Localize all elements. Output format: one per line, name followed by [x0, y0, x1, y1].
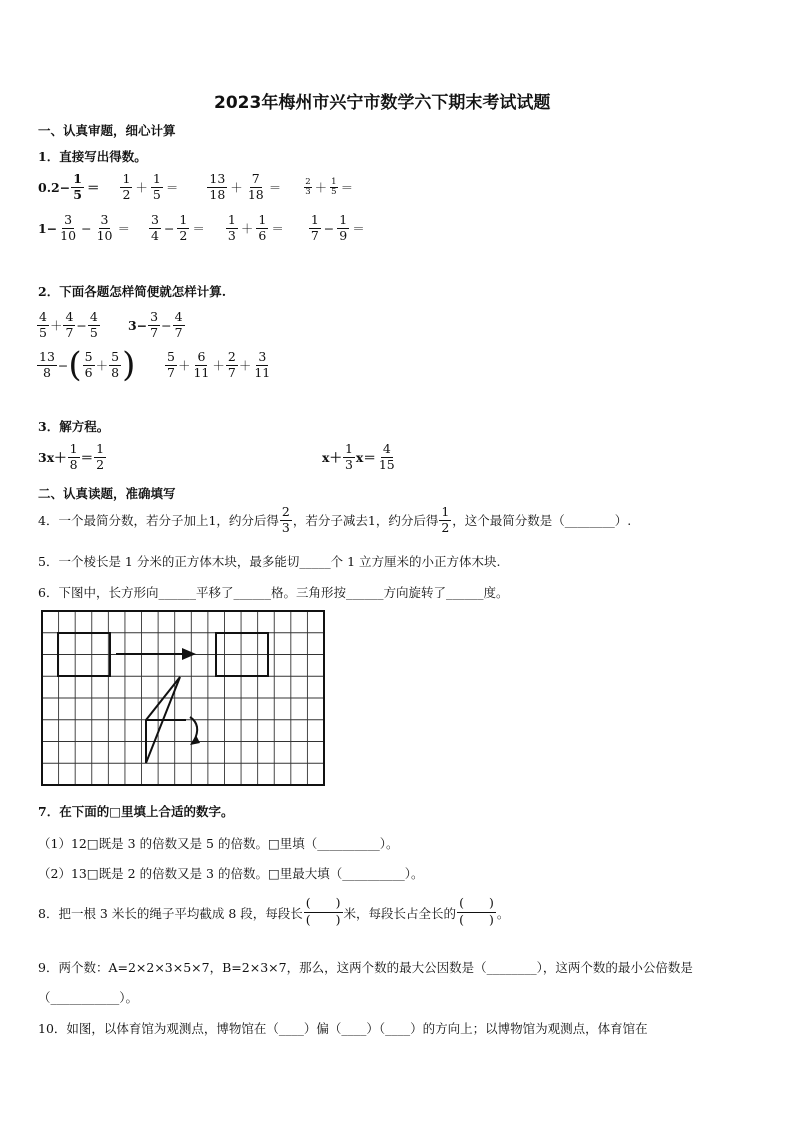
q2-expr-2	[128, 310, 186, 340]
numerator: 4	[382, 441, 391, 456]
denominator: 10	[60, 227, 77, 243]
denominator: 4	[150, 227, 159, 243]
fraction	[68, 442, 80, 472]
operator: ＋	[314, 180, 328, 195]
denominator: 6	[258, 227, 267, 243]
blank-denominator[interactable]	[304, 913, 343, 929]
q4	[38, 505, 631, 535]
q1-label: 1．直接写出得数。	[38, 149, 147, 164]
left-paren: (	[305, 895, 311, 910]
denominator: 7	[227, 364, 236, 380]
fraction	[343, 442, 355, 472]
fraction	[280, 505, 292, 535]
numerator: 1	[331, 177, 337, 187]
numerator: 4	[174, 309, 183, 324]
mid: x＝	[355, 450, 376, 465]
operator: −	[81, 220, 92, 236]
right-paren: )	[335, 912, 341, 927]
right-paren: )	[488, 895, 494, 910]
fraction	[439, 505, 451, 535]
fraction	[256, 213, 268, 243]
operator: ＋	[177, 358, 191, 373]
numerator: 1	[258, 212, 267, 227]
denominator: 5	[39, 324, 47, 340]
equals: ＝	[340, 180, 354, 195]
q2-expr-4	[164, 350, 273, 380]
fraction	[226, 213, 238, 243]
operator: ＋	[95, 358, 109, 373]
left-paren: (	[305, 912, 311, 927]
blank-numerator[interactable]	[457, 896, 496, 913]
numerator: 5	[167, 349, 175, 364]
q7-label: 7．在下面的□里填上合适的数字。	[38, 804, 234, 819]
numerator: 3	[150, 212, 159, 227]
grid-lines	[42, 611, 324, 785]
q1-row1	[38, 172, 355, 202]
fraction	[149, 213, 161, 243]
q4-text-c: ，这个最简分数是（________）.	[452, 513, 632, 528]
fraction	[120, 172, 132, 202]
numerator: 3	[258, 349, 267, 364]
denominator: 3	[344, 456, 353, 472]
denominator: 7	[150, 324, 159, 340]
q1-r1-c	[206, 172, 283, 202]
operator: ＋	[135, 180, 148, 195]
denominator: 5	[331, 186, 337, 197]
numerator: 1	[441, 504, 450, 519]
numerator: 1	[179, 212, 188, 227]
numerator: 1	[152, 171, 161, 186]
denominator: 8	[42, 364, 51, 380]
q1-r1-a	[38, 172, 101, 202]
denominator: 5	[73, 186, 82, 202]
equals: ＝	[271, 221, 284, 236]
fraction	[330, 178, 337, 196]
left-paren: (	[68, 345, 82, 385]
blank-numerator[interactable]	[304, 896, 343, 913]
arrow-head-icon	[182, 648, 196, 660]
numerator: 4	[39, 309, 47, 324]
numerator: 1	[227, 212, 236, 227]
left-paren: (	[459, 912, 464, 927]
fraction	[165, 350, 177, 380]
denominator: 3	[281, 519, 290, 535]
denominator: 3	[227, 227, 236, 243]
q3-equation-1	[38, 442, 107, 472]
q2-label: 2．下面各题怎样简便就怎样计算.	[38, 284, 227, 299]
right-paren: )	[488, 912, 494, 927]
denominator: 6	[84, 364, 93, 380]
denominator: 9	[339, 227, 348, 243]
fraction	[58, 213, 78, 243]
operator: −	[161, 317, 172, 333]
lead: 1−	[38, 220, 58, 236]
lead: 0.2−	[38, 179, 71, 195]
operator: ＋	[240, 221, 254, 236]
numerator: 1	[339, 212, 348, 227]
numerator: 5	[111, 349, 120, 364]
fraction	[37, 350, 57, 380]
page-title: 2023年梅州市兴宁市数学六下期末考试试题	[214, 93, 551, 113]
denominator: 11	[254, 364, 271, 380]
operator: ＋	[230, 180, 243, 195]
denominator: 5	[152, 186, 161, 202]
q10: 10．如图，以体育馆为观测点，博物馆在（____）偏（____）（____）的方向上；以博物馆为观测点，体育馆在	[38, 1021, 648, 1036]
fraction	[95, 213, 115, 243]
q1-r2-c	[225, 213, 286, 243]
q2-expr-3	[36, 345, 136, 385]
denominator: 2	[179, 227, 188, 243]
fraction	[309, 213, 321, 243]
blank-fraction-meters[interactable]	[304, 896, 343, 929]
fraction	[304, 178, 311, 196]
denominator: 7	[174, 324, 183, 340]
lead: 3x＋	[38, 450, 67, 465]
numerator: 7	[251, 171, 260, 186]
q2-expr-1	[36, 310, 101, 340]
q4-text-a: 4．一个最简分数，若分子加上1，约分后得	[38, 513, 279, 528]
denominator: 2	[96, 456, 105, 472]
denominator: 2	[441, 519, 450, 535]
equals: ＝	[352, 221, 365, 236]
numerator: 13	[39, 349, 55, 364]
numerator: 1	[310, 212, 319, 227]
equals: ＝	[268, 180, 282, 195]
q3-equation-2	[322, 442, 398, 472]
blank-denominator[interactable]	[457, 913, 496, 929]
q1-r2-a	[38, 213, 132, 243]
denominator: 18	[209, 186, 226, 202]
operator: −	[76, 317, 87, 333]
fraction	[226, 350, 238, 380]
denominator: 7	[167, 364, 175, 380]
fraction	[94, 442, 106, 472]
numerator: 4	[65, 309, 74, 324]
fraction	[191, 350, 211, 380]
numerator: 3	[100, 212, 109, 227]
q6-grid-figure	[40, 609, 326, 787]
denominator: 2	[122, 186, 131, 202]
fraction	[337, 213, 349, 243]
denominator: 7	[310, 227, 319, 243]
fraction	[109, 350, 121, 380]
numerator: 5	[84, 349, 93, 364]
equals: ＝	[165, 180, 179, 195]
q1-r1-b	[119, 172, 180, 202]
numerator: 2	[227, 349, 236, 364]
q7-part-1: （1）12□既是 3 的倍数又是 5 的倍数。□里填（__________）。	[38, 836, 399, 851]
equals: ＝	[80, 450, 94, 465]
operator: −	[163, 220, 175, 236]
q8	[38, 896, 509, 929]
q9-line-2: （___________）。	[38, 990, 139, 1005]
fraction	[71, 172, 84, 202]
numerator: 2	[305, 177, 311, 187]
fraction	[88, 310, 100, 340]
q1-r1-d	[303, 178, 355, 196]
q4-text-b: ，若分子减去1，约分后得	[292, 513, 439, 528]
denominator: 5	[89, 324, 98, 340]
denominator: 11	[193, 364, 210, 380]
denominator: 7	[65, 324, 74, 340]
right-paren: )	[122, 345, 136, 385]
fraction	[207, 172, 227, 202]
equals: ＝	[86, 180, 100, 195]
q8-text-a: 8．把一根 3 米长的绳子平均截成 8 段，每段长	[38, 905, 303, 921]
fraction	[63, 310, 75, 340]
blank-fraction-ratio[interactable]	[457, 896, 496, 929]
fraction	[151, 172, 163, 202]
numerator: 13	[209, 171, 226, 186]
equals: ＝	[192, 221, 205, 236]
denominator: 15	[378, 456, 395, 472]
fraction	[148, 310, 160, 340]
lead: x＋	[322, 450, 342, 465]
q1-r2-b	[148, 213, 207, 243]
operator: ＋	[238, 358, 252, 373]
lead: 3−	[128, 317, 148, 333]
numerator: 1	[73, 171, 82, 186]
numerator: 1	[69, 441, 78, 456]
q8-text-c: 。	[496, 905, 510, 921]
q8-text-b: 米，每段长占全长的	[343, 905, 457, 921]
operator: ＋	[212, 358, 225, 373]
operator: −	[323, 220, 335, 236]
q1-r2-d	[308, 213, 367, 243]
q3-label: 3．解方程。	[38, 419, 110, 434]
section-1-heading: 一、认真审题，细心计算	[38, 123, 176, 138]
denominator: 8	[69, 456, 78, 472]
numerator: 1	[344, 441, 353, 456]
q6: 6．下图中，长方形向______平移了______格。三角形按______方向旋转了______度。	[38, 585, 509, 600]
numerator: 3	[64, 212, 73, 227]
fraction	[173, 310, 185, 340]
denominator: 8	[111, 364, 120, 380]
fraction	[37, 310, 49, 340]
numerator: 1	[122, 171, 131, 186]
denominator: 10	[96, 227, 113, 243]
numerator: 4	[89, 309, 98, 324]
fraction	[83, 350, 95, 380]
q1-row2	[38, 213, 367, 243]
q7-part-2: （2）13□既是 2 的倍数又是 3 的倍数。□里最大填（__________）。	[38, 866, 424, 881]
section-2-heading: 二、认真读题，准确填写	[38, 486, 176, 501]
numerator: 6	[197, 349, 206, 364]
equals: ＝	[117, 221, 130, 236]
left-paren: (	[459, 895, 464, 910]
fraction	[246, 172, 266, 202]
numerator: 2	[281, 504, 290, 519]
q5: 5．一个棱长是 1 分米的正方体木块，最多能切_____个 1 立方厘米的小正方体木块.	[38, 554, 501, 569]
right-paren: )	[335, 895, 341, 910]
fraction	[177, 213, 189, 243]
denominator: 18	[247, 186, 264, 202]
fraction	[252, 350, 272, 380]
q9-line-1: 9．两个数：A=2×2×3×5×7，B=2×3×7，那么，这两个数的最大公因数是（________），这两个数的最小公倍数是	[38, 960, 693, 975]
denominator: 3	[305, 186, 311, 197]
operator: ＋	[49, 318, 63, 333]
numerator: 3	[150, 309, 159, 324]
numerator: 1	[96, 441, 105, 456]
operator: −	[57, 357, 69, 373]
fraction	[377, 442, 397, 472]
